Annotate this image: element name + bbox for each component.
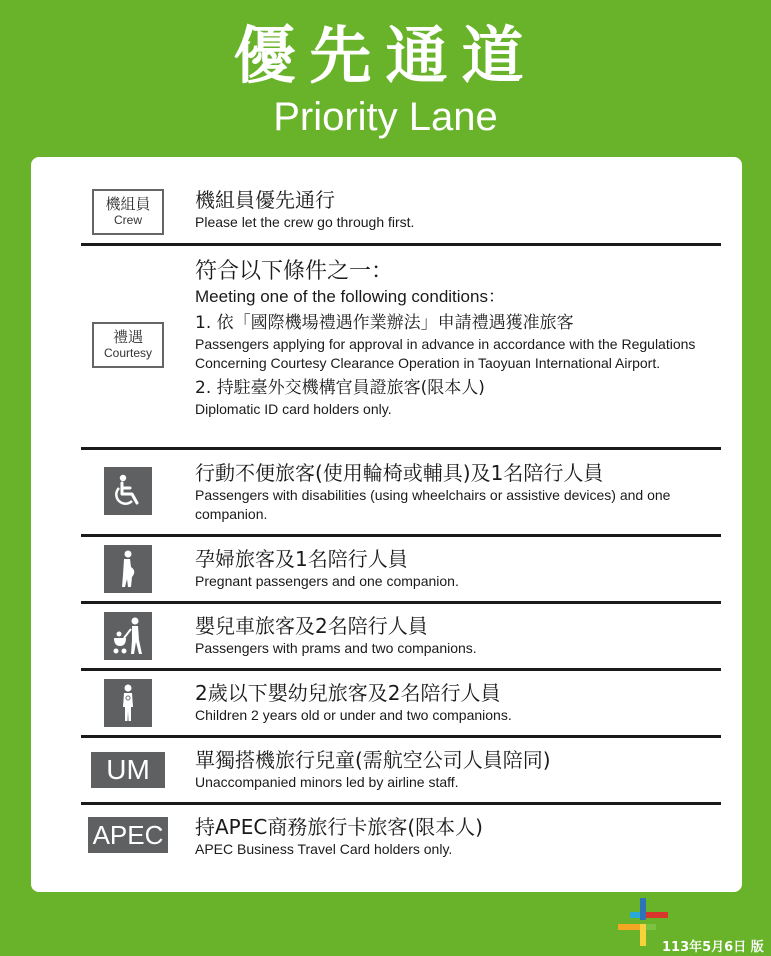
- row-pram: [81, 604, 721, 671]
- infants-text-zh: 2歲以下嬰幼兒旅客及2名陪行人員: [195, 681, 501, 705]
- row-apec: [81, 805, 721, 869]
- disabilities-text-en: Passengers with disabilities (using wheelchairs or assistive devices) and one companion.: [195, 487, 671, 522]
- pregnant-woman-icon: [104, 545, 152, 593]
- apec-badge: APEC: [88, 817, 168, 853]
- pram-icon: [104, 612, 152, 660]
- title-english: Priority Lane: [273, 95, 498, 139]
- courtesy-badge-en: Courtesy: [103, 346, 153, 360]
- wheelchair-icon: [104, 467, 152, 515]
- courtesy-item1-zh: 1. 依「國際機場禮遇作業辦法」申請禮遇獲准旅客: [195, 313, 574, 333]
- version-date: 113年5月6日 版: [662, 940, 764, 955]
- crew-text-en: Please let the crew go through first.: [195, 214, 415, 230]
- courtesy-badge-zh: 禮遇: [112, 328, 143, 346]
- pram-text-en: Passengers with prams and two companions.: [195, 640, 477, 656]
- apec-text-en: APEC Business Travel Card holders only.: [195, 841, 453, 857]
- crew-badge-zh: 機組員: [105, 195, 151, 213]
- um-badge: UM: [91, 752, 165, 788]
- um-text-en: Unaccompanied minors led by airline staff.: [195, 774, 459, 790]
- parent-with-child-icon: [104, 679, 152, 727]
- conditions-panel: [31, 157, 742, 892]
- disabilities-text-zh: 行動不便旅客(使用輪椅或輔具)及1名陪行人員: [195, 461, 604, 485]
- pregnant-text-zh: 孕婦旅客及1名陪行人員: [195, 547, 408, 571]
- pregnant-text-en: Pregnant passengers and one companion.: [195, 573, 459, 589]
- row-um: [81, 738, 721, 805]
- row-disabilities: [81, 450, 721, 537]
- courtesy-item2-en: Diplomatic ID card holders only.: [195, 401, 392, 417]
- courtesy-heading-en: Meeting one of the following conditions：: [195, 287, 505, 306]
- crew-badge: [92, 189, 164, 235]
- apec-text-zh: 持APEC商務旅行卡旅客(限本人): [195, 815, 483, 839]
- row-pregnant: [81, 537, 721, 604]
- courtesy-badge: [92, 322, 164, 368]
- pram-text-zh: 嬰兒車旅客及2名陪行人員: [195, 614, 428, 638]
- title-chinese: 優先通道: [233, 19, 538, 92]
- crew-badge-en: Crew: [113, 213, 142, 227]
- um-text-zh: 單獨搭機旅行兒童(需航空公司人員陪同): [195, 748, 551, 772]
- crew-text-zh: 機組員優先通行: [195, 188, 335, 212]
- courtesy-item1-en: Passengers applying for approval in advance in accordance with the Regulations Concerning Courtesy Clearance Operation in Taoyuan International Airport.: [195, 336, 696, 371]
- row-crew: [81, 179, 721, 246]
- infants-text-en: Children 2 years old or under and two companions.: [195, 707, 512, 723]
- courtesy-item2-zh: 2. 持駐臺外交機構官員證旅客(限本人): [195, 378, 485, 398]
- courtesy-heading-zh: 符合以下條件之一：: [195, 259, 394, 284]
- row-courtesy: [81, 246, 721, 450]
- row-infants: [81, 671, 721, 738]
